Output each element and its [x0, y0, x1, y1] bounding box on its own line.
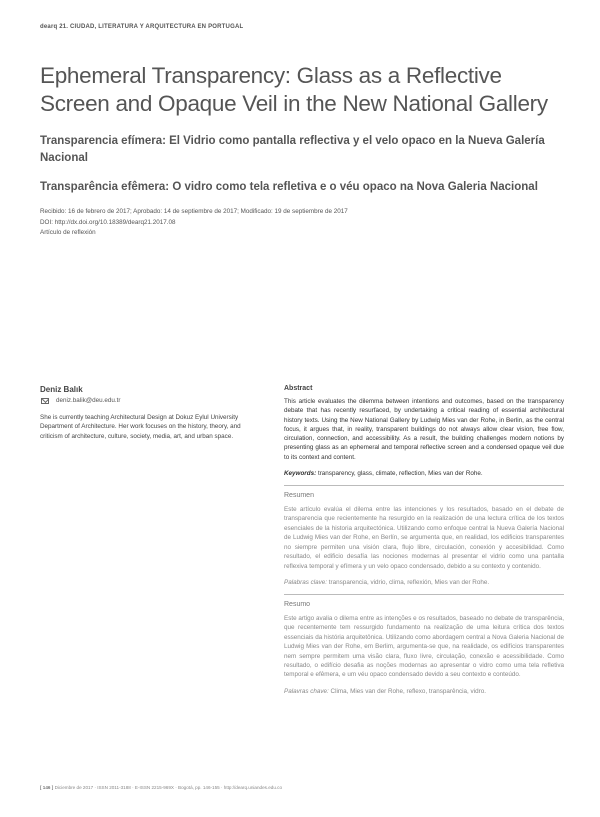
resumo-text: Este artigo avalia o dilema entre as intenções e os resultados, baseado no debate de transparência, que recentemente tem ressurgido fundamento na realização de uma leitura crítica dos textos essenciais da história arquitetônica. Utilizando como abordagem central a Nova Galeria Nacional de Ludwig Mies van der Rohe, em Berlim, argumenta-se que, na realidade, os edifícios transparentes nem sempre permitem uma visão clara, fluxo livre, circulação, conexão e acessibilidade. Como resultado, o edifício desafia as noções modernas ao apresentar o vidro como uma tela refletiva temporal e efêmera, e um véu opaco condensado devido a seu contexto e conteúdo. [284, 614, 564, 679]
author-bio: She is currently teaching Architectural Design at Dokuz Eylul University Department of Architecture. Her work focuses on the history, theory, and criticism of architecture, culture, society, media, art, and urban space. [40, 414, 241, 440]
abstracts-column [284, 385, 564, 695]
meta-dates: Recibido: 16 de febrero de 2017; Aprobado: 14 de septiembre de 2017; Modificado: 19 de septiembre de 2017 [40, 208, 348, 215]
author-email[interactable]: deniz.balik@deu.edu.tr [56, 397, 121, 404]
abstract-keywords [284, 470, 564, 477]
palavras-chave-label: Palavras chave: [284, 687, 329, 695]
divider [284, 594, 564, 595]
subtitle-portuguese: Transparência efêmera: O vidro como tela refletiva e o véu opaco na Nova Galeria Nacional [40, 181, 538, 193]
keywords-label: Keywords: [284, 470, 317, 478]
resumo-keywords [284, 688, 564, 695]
article-meta [40, 207, 560, 239]
title-line-1: Ephemeral Transparency: Glass as a Reflective [40, 63, 502, 88]
author-column [40, 385, 250, 441]
palavras-chave-list: Clima, Mies van der Rohe, reflexo, transparência, vidro. [328, 687, 486, 695]
resumo-heading: Resumo [284, 600, 311, 608]
meta-type: Artículo de reflexión [40, 229, 96, 236]
resumen-heading: Resumen [284, 492, 314, 500]
subtitle-spanish: Transparencia efímera: El Vidrio como pantalla reflectiva y el velo opaco en la Nueva Galería Nacional [40, 135, 545, 164]
keywords-list: transparency, glass, climate, reflection, Mies van der Rohe. [316, 470, 483, 478]
footer-text: Diciembre de 2017 · ISSN 2011-3188 · E-ISSN 2215-969X · Bogotá, pp. 146-155 · http://dearq.uniandes.edu.co [54, 785, 283, 790]
meta-doi[interactable]: DOI: http://dx.doi.org/10.18389/dearq21.2017.08 [40, 218, 176, 226]
journal-header: dearq 21. CIUDAD, LITERATURA Y ARQUITECTURA EN PORTUGAL [40, 24, 244, 30]
author-email-row [40, 397, 250, 404]
palabras-clave-list: transparencia, vidrio, clima, reflexión, Mies van der Rohe. [327, 578, 490, 586]
title-line-2: Screen and Opaque Veil in the New National Gallery [40, 91, 548, 116]
page-footer [40, 785, 282, 790]
page-number: [ 146 ] [40, 785, 54, 790]
palabras-clave-label: Palabras clave: [284, 578, 328, 586]
abstract-text: This article evaluates the dilemma between intentions and outcomes, based on the transparency debate that has recently resurfaced, by undertaking a critical reading of essential architectural history texts. Using the New National Gallery by Ludwig Mies van der Rohe, in Berlin, as the central focus, it argues that, in reality, transparent buildings do not always allow clear vision, free flow, circulation, connection, and accessibility. As a result, the building challenges modern notions by presenting glass as an ephemeral and temporal reflective screen and a condensed opaque veil due to its context and content. [284, 398, 564, 461]
divider [284, 485, 564, 486]
abstract-heading: Abstract [284, 385, 313, 392]
article-title [40, 62, 560, 118]
resumen-text: Este artículo evalúa el dilema entre las intenciones y los resultados, basado en el debate de transparencia que recientemente ha resurgido en la realización de una lectura crítica de los textos esenciales de la historia arquitectónica. Utilizando como enfoque central la Nueva Galería Nacional de Ludwig Mies van der Rohe, en Berlín, se argumenta que, en realidad, los edificios transparentes no siempre permiten una visión clara, flujo libre, circulación, conexión y accesibilidad. Como resultado, el edificio desafía las nociones modernas al presentar el vidrio como una pantalla reflexiva temporal y efímera y un velo opaco condensado, debido a su contexto y contenido. [284, 506, 564, 570]
envelope-icon [41, 398, 49, 404]
author-name: Deniz Balık [40, 385, 83, 394]
resumen-keywords [284, 579, 564, 586]
